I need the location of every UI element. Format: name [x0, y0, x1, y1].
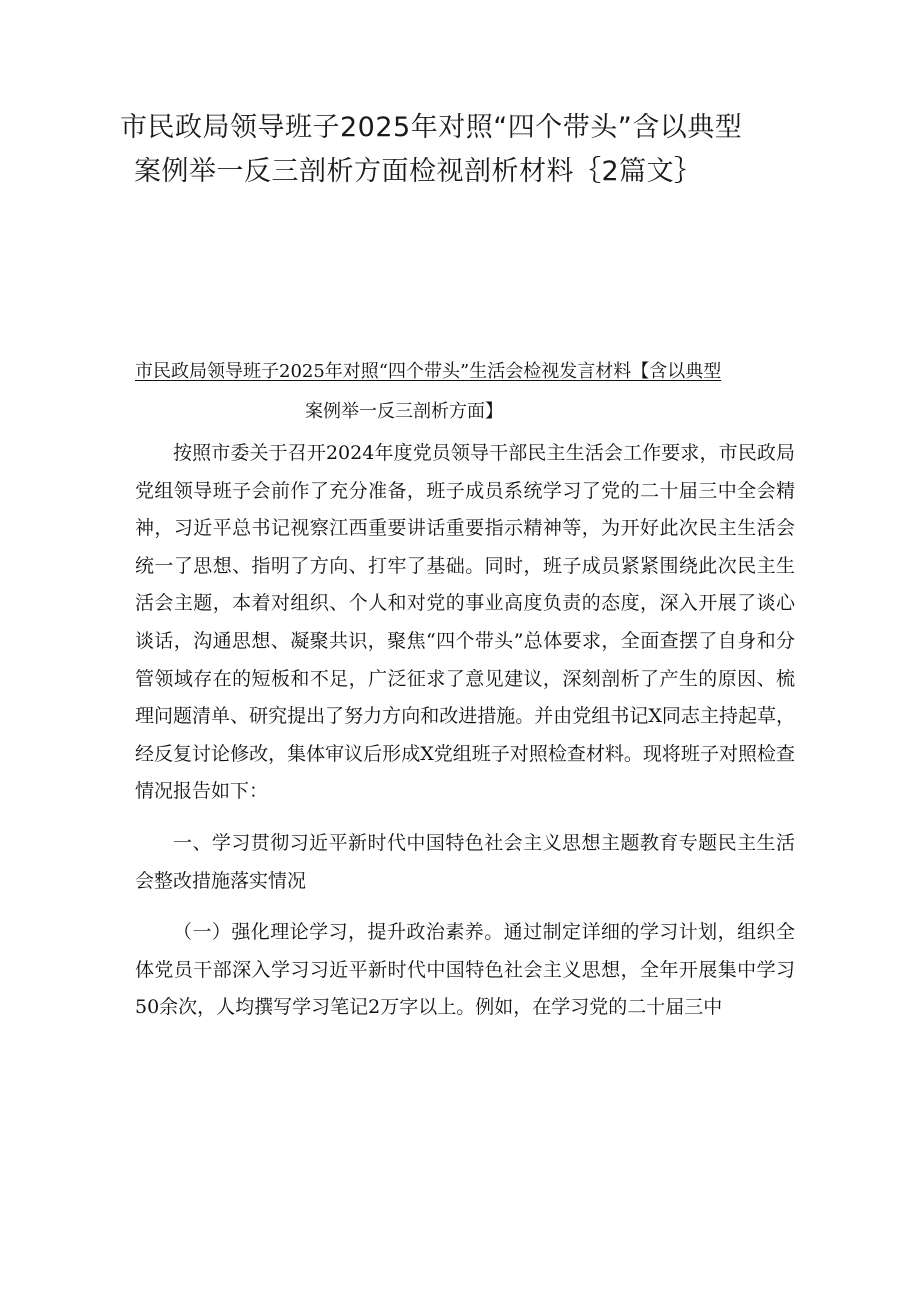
- subsection-one-paragraph: （一）强化理论学习，提升政治素养。通过制定详细的学习计划，组织全体党员干部深入学习习近平新时代中国特色社会主义思想，全年开展集中学习50余次，人均撰写学习笔记2万字以上。例如，在学习党的二十届三中: [135, 921, 795, 1019]
- document-title-line-1: 市民政局领导班子2025年对照“四个带头”含以典型: [120, 112, 743, 143]
- part-one-heading: 一、学习贯彻习近平新时代中国特色社会主义思想主题教育专题民主生活会整改措施落实情况: [135, 831, 795, 892]
- section-title: [135, 352, 795, 432]
- section-title-line-1: 市民政局领导班子2025年对照“四个带头”生活会检视发言材料【含以典型: [135, 361, 722, 382]
- document-body: [135, 435, 795, 1041]
- document-title: [120, 106, 810, 194]
- document-title-line-2: 案例举一反三剖析方面检视剖析材料｛2篇文｝: [134, 156, 702, 187]
- intro-paragraph: 按照市委关于召开2024年度党员领导干部民主生活会工作要求，市民政局党组领导班子会前作了充分准备，班子成员系统学习了党的二十届三中全会精神，习近平总书记视察江西重要讲话重要指示精神等，为开好此次民主生活会统一了思想、指明了方向、打牢了基础。同时，班子成员紧紧围绕此次民主生活会主题，本着对组织、个人和对党的事业高度负责的态度，深入开展了谈心谈话，沟通思想、凝聚共识，聚焦“四个带头”总体要求，全面查摆了自身和分管领域存在的短板和不足，广泛征求了意见建议，深刻剖析了产生的原因、梳理问题清单、研究提出了努力方向和改进措施。并由党组书记X同志主持起草，经反复讨论修改，集体审议后形成X党组班子对照检查材料。现将班子对照检查情况报告如下：: [135, 442, 795, 803]
- section-title-line-2: 案例举一反三剖析方面】: [305, 401, 503, 422]
